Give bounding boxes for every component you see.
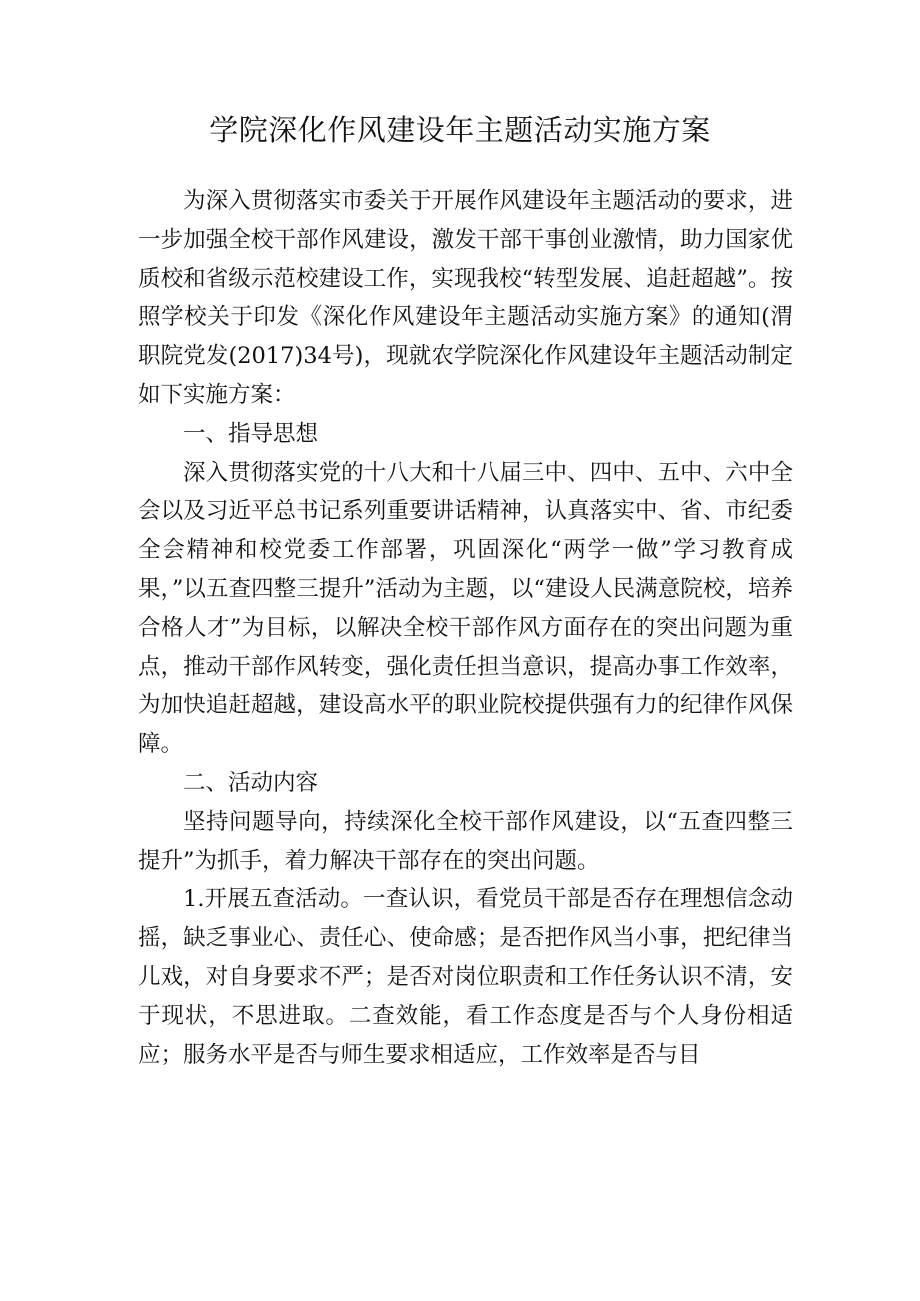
intro-paragraph: 为深入贯彻落实市委关于开展作风建设年主题活动的要求，进一步加强全校干部作风建设，激发干部干事创业激情，助力国家优质校和省级示范校建设工作，实现我校“转型发展、追赶超越”。按照学校关于印发《深化作风建设年主题活动实施方案》的通知(渭职院党发(2017)34号)，现就农学院深化作风建设年主题活动制定如下实施方案： xyxy=(138,188,793,408)
five-checks-paragraph: 1.开展五查活动。一查认识，看党员干部是否存在理想信念动摇，缺乏事业心、责任心、使命感；是否把作风当小事，把纪律当儿戏，对自身要求不严；是否对岗位职责和工作任务认识不清，安于现状，不思进取。二查效能，看工作态度是否与个人身份相适应；服务水平是否与师生要求相适应，工作效率是否与目 xyxy=(138,886,793,1068)
document-body xyxy=(138,182,793,1074)
section-heading-activity-content: 二、活动内容 xyxy=(183,769,319,796)
section-heading-guiding-ideology: 一、指导思想 xyxy=(183,420,319,447)
document-title: 学院深化作风建设年主题活动实施方案 xyxy=(209,113,711,147)
guiding-ideology-paragraph: 深入贯彻落实党的十八大和十八届三中、四中、五中、六中全会以及习近平总书记系列重要讲话精神，认真落实中、省、市纪委全会精神和校党委工作部署，巩固深化“两学一做”学习教育成果，”以五查四整三提升”活动为主题，以“建设人民满意院校，培养合格人才”为目标，以解决全校干部作风方面存在的突出问题为重点，推动干部作风转变，强化责任担当意识，提高办事工作效率，为加快追赶超越，建设高水平的职业院校提供强有力的纪律作风保障。 xyxy=(138,459,793,758)
activity-content-paragraph: 坚持问题导向，持续深化全校干部作风建设，以“五查四整三提升”为抓手，着力解决干部存在的突出问题。 xyxy=(138,808,793,874)
